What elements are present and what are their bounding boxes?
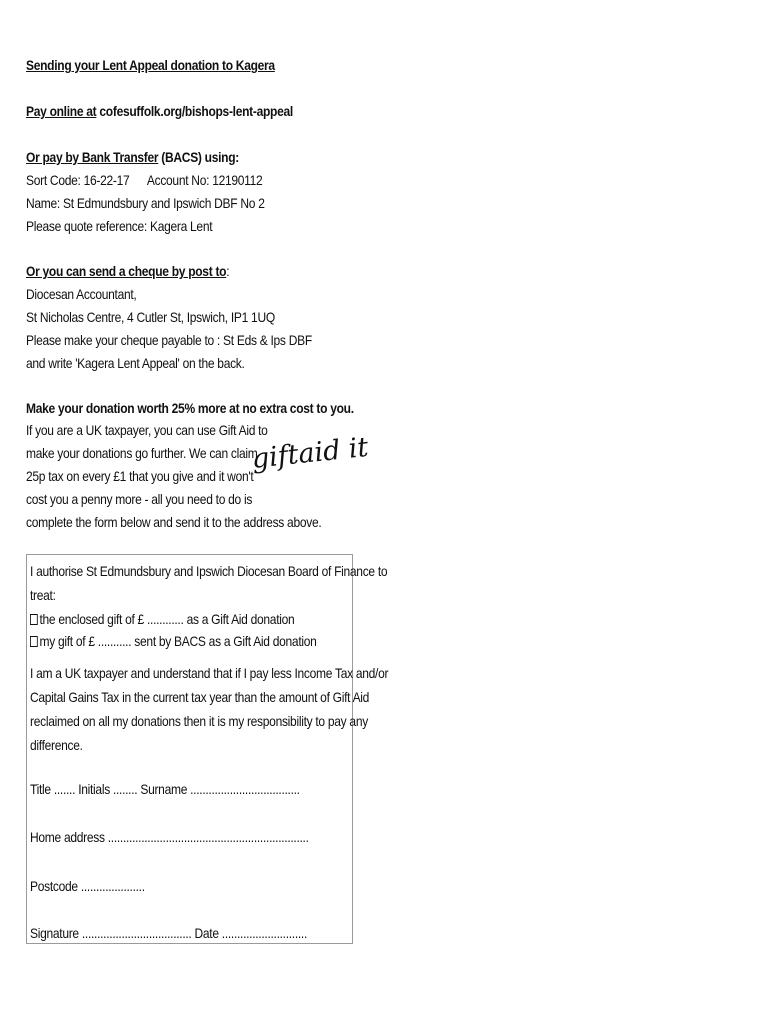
account-no: Account No: 12190112 xyxy=(146,172,263,188)
pay-online-url[interactable]: cofesuffolk.org/bishops-lent-appeal xyxy=(99,103,293,119)
option-bacs-label: my gift of £ ........... sent by BACS as a Gift Aid donation xyxy=(39,633,317,649)
authorise-line-2: treat: xyxy=(30,587,56,603)
option-enclosed-row xyxy=(30,610,294,628)
declaration-line-4: difference. xyxy=(30,737,83,753)
page-heading: Sending your Lent Appeal donation to Kagera xyxy=(26,57,275,73)
bacs-name: Name: St Edmundsbury and Ipswich DBF No 2 xyxy=(26,195,265,211)
giftaid-line-5: complete the form below and send it to the address above. xyxy=(26,514,322,530)
declaration-line-2: Capital Gains Tax in the current tax year than the amount of Gift Aid xyxy=(30,689,370,705)
authorise-line-1: I authorise St Edmundsbury and Ipswich Diocesan Board of Finance to xyxy=(30,563,388,579)
declaration-line-1: I am a UK taxpayer and understand that if I pay less Income Tax and/or xyxy=(30,665,389,681)
bacs-reference: Please quote reference: Kagera Lent xyxy=(26,218,213,234)
gift-aid-form xyxy=(26,554,389,944)
cheque-heading xyxy=(26,262,229,280)
giftaid-line-1: If you are a UK taxpayer, you can use Gift Aid to xyxy=(26,422,268,438)
home-address-field[interactable]: Home address .................................................................. xyxy=(30,829,309,845)
giftaid-heading: Make your donation worth 25% more at no extra cost to you. xyxy=(26,400,354,416)
cheque-line-2: St Nicholas Centre, 4 Cutler St, Ipswich, IP1 1UQ xyxy=(26,309,275,325)
option-bacs-row xyxy=(30,632,317,650)
cheque-heading-underlined: Or you can send a cheque by post to xyxy=(26,263,227,279)
giftaid-logo-text: giftaid it xyxy=(250,431,370,475)
cheque-line-3: Please make your cheque payable to : St Eds & Ips DBF xyxy=(26,332,312,348)
bacs-codes xyxy=(26,171,262,189)
bacs-heading xyxy=(26,148,239,166)
cheque-line-4: and write 'Kagera Lent Appeal' on the back. xyxy=(26,355,245,371)
cheque-line-1: Diocesan Accountant, xyxy=(26,286,137,302)
giftaid-it-logo xyxy=(250,428,370,488)
title-name-field[interactable]: Title ....... Initials ........ Surname .................................... xyxy=(30,781,300,797)
bacs-heading-underlined: Or pay by Bank Transfer xyxy=(26,149,159,165)
giftaid-line-4: cost you a penny more - all you need to do is xyxy=(26,491,253,507)
declaration-line-3: reclaimed on all my donations then it is my responsibility to pay any xyxy=(30,713,368,729)
pay-online-label: Pay online at xyxy=(26,103,97,119)
enclosed-gift-checkbox[interactable] xyxy=(30,614,38,625)
signature-date-field[interactable]: Signature .................................... Date ............................ xyxy=(30,925,308,941)
sort-code: Sort Code: 16-22-17 xyxy=(26,172,130,188)
bacs-heading-rest: (BACS) using: xyxy=(158,149,239,165)
pay-online-line xyxy=(26,102,293,120)
option-enclosed-label: the enclosed gift of £ ............ as a Gift Aid donation xyxy=(39,611,295,627)
giftaid-line-3: 25p tax on every £1 that you give and it won't xyxy=(26,468,254,484)
postcode-field[interactable]: Postcode ..................... xyxy=(30,878,145,894)
giftaid-line-2: make your donations go further. We can claim xyxy=(26,445,258,461)
cheque-heading-colon: : xyxy=(226,263,230,279)
bacs-gift-checkbox[interactable] xyxy=(30,636,38,647)
